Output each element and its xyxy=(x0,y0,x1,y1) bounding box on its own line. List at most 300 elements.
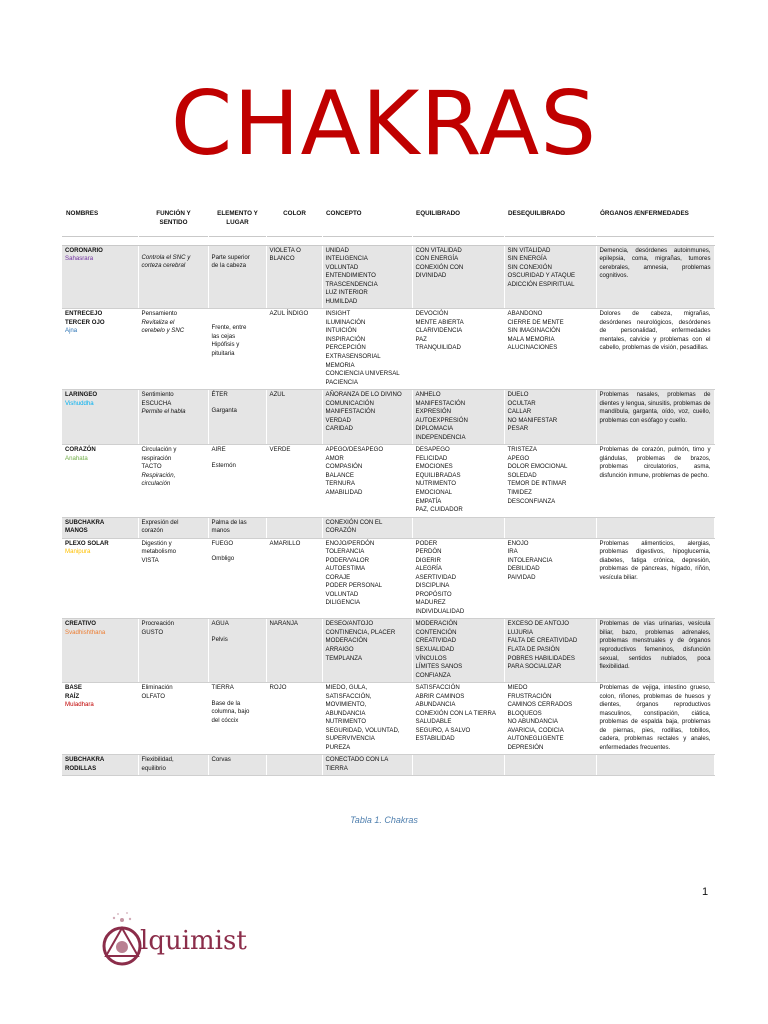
cell-line: DILIGENCIA xyxy=(325,599,361,607)
cell-line: INSPIRACIÓN xyxy=(325,335,366,343)
cell-line: AMABILIDAD xyxy=(325,488,363,496)
cell-line: INDEPENDENCIA xyxy=(415,433,466,441)
cell-line: columna, bajo xyxy=(211,708,250,716)
cell-nombre xyxy=(62,245,138,309)
cell-line: INSIGHT xyxy=(325,310,351,318)
table-row xyxy=(62,683,714,755)
cell-line: PODER xyxy=(415,539,438,547)
cell-line: TIERRA xyxy=(211,684,234,692)
cell-line: VISTA xyxy=(141,556,159,564)
cell-line: EXTRASENSORIAL xyxy=(325,353,381,360)
cell-line: FLATA DE PASIÓN xyxy=(507,646,560,653)
cell-desequilibrado xyxy=(504,517,596,538)
cell-equilibrado xyxy=(412,755,504,776)
cell-line: LÍMITES SANOS xyxy=(415,663,463,671)
cell-line: SIN ENERGÍA xyxy=(507,255,547,263)
cell-line: COMPASIÓN xyxy=(325,463,363,471)
cell-funcion xyxy=(138,309,208,390)
cell-line: Corvas xyxy=(211,756,231,764)
cell-line: Parte superior xyxy=(211,253,250,261)
cell-line: corazón xyxy=(141,527,164,535)
cell-line: IRA xyxy=(507,548,518,556)
cell-line: Sentimiento xyxy=(141,391,174,399)
cell-line: DISCIPLINA xyxy=(415,582,450,590)
cell-line: corteza cerebral xyxy=(141,262,186,270)
cell-line: MADUREZ xyxy=(415,599,446,607)
cell-line: VERDE xyxy=(269,446,291,454)
cell-line: las cejas xyxy=(211,332,236,340)
cell-concepto xyxy=(322,619,412,683)
cell-line: OLFATO xyxy=(141,692,165,700)
cell-desequilibrado xyxy=(504,445,596,517)
cell-line: circulación xyxy=(141,480,171,488)
cell-equilibrado xyxy=(412,245,504,309)
cell-line: EXCESO DE ANTOJO xyxy=(507,620,570,628)
cell-line: MANIFESTACIÓN xyxy=(325,408,376,416)
cell-line: SEXUALIDAD xyxy=(415,646,455,653)
cell-line: SIN IMAGINACIÓN xyxy=(507,327,561,335)
cell-nombre xyxy=(62,538,138,619)
chakra-name: TERCER OJO xyxy=(65,318,105,326)
cell-funcion xyxy=(138,390,208,445)
cell-line: SEGURO, A SALVO xyxy=(415,726,471,734)
cell-line: CIERRE DE MENTE xyxy=(507,318,564,326)
chakra-name: LARINGEO xyxy=(65,391,98,399)
table-body xyxy=(62,245,714,776)
cell-line: PESAR xyxy=(507,425,529,433)
cell-line: BALANCE xyxy=(325,471,354,479)
cell-line: EMOCIONES xyxy=(415,463,453,471)
cell-line: PODER PERSONAL xyxy=(325,582,383,590)
cell-line: PAZ xyxy=(415,335,427,343)
cell-text: Problemas de vías urinarias, vesícula biliar, bazo, problemas adrenales, problemas menstruales y de órganos reproductivos femeninos, disfunción sexual, sentidos nublados, poca flexibilidad. xyxy=(599,620,711,671)
chakra-sanskrit-name: Svadhishthana xyxy=(65,628,106,636)
cell-color xyxy=(266,517,322,538)
cell-line: TERNURA xyxy=(325,480,355,488)
cell-desequilibrado xyxy=(504,755,596,776)
cell-elemento xyxy=(208,755,266,776)
cell-line: DUELO xyxy=(507,391,529,399)
cell-line: PUREZA xyxy=(325,743,351,751)
cell-line: DIVINIDAD xyxy=(415,272,447,280)
cell-line: ENOJO/PERDÓN xyxy=(325,539,375,547)
cell-line: MEMORIA xyxy=(325,361,355,369)
cell-line: CON VITALIDAD xyxy=(415,246,462,254)
cell-line: MODERACIÓN xyxy=(325,637,368,645)
cell-line: CARIDAD xyxy=(325,425,353,433)
cell-text: Problemas alimenticios, alergias, problemas digestivos, hipoglucemia, diabetes, fatiga crónica, depresión, problemas de páncreas, hígado, riñón, vesícula biliar. xyxy=(599,539,711,581)
cell-line: respiración xyxy=(141,454,172,462)
cell-line: equilibrio xyxy=(141,764,166,772)
cell-concepto xyxy=(322,245,412,309)
cell-line: TRANQUILIDAD xyxy=(415,344,461,352)
cell-line: AÑORANZA DE LO DIVINO xyxy=(325,391,402,399)
cell-elemento xyxy=(208,683,266,755)
cell-line: VIOLETA O xyxy=(269,246,301,254)
cell-line: NO MANIFESTAR xyxy=(507,416,558,424)
table-row xyxy=(62,445,714,517)
cell-text: Problemas de vejiga, intestino grueso, colon, riñones, problemas de huesos y dientes, órganos reproductivos masculinos, constipación, ciática, problemas de espalda baja, problemas de piernas, pies, rodillas, tobillos, cadera, problemas rectales y anales, enfermedades frecuentes. xyxy=(599,684,711,751)
cell-line: Controla el SNC y xyxy=(141,253,191,261)
cell-line: SUPERVIVENCIA xyxy=(325,735,375,743)
cell-line: ASERTIVIDAD xyxy=(415,573,457,581)
chakra-sanskrit-name: Ajna xyxy=(65,327,78,335)
cell-line: TEMOR DE INTIMAR xyxy=(507,480,567,488)
cell-line: AUTONEGLIGENTE xyxy=(507,735,564,743)
cell-line: FALTA DE CREATIVIDAD xyxy=(507,637,578,645)
cell-line: APEGO xyxy=(507,454,530,462)
cell-line: COMUNICACIÓN xyxy=(325,399,374,407)
cell-nombre xyxy=(62,309,138,390)
cell-line: Digestión y xyxy=(141,539,172,547)
cell-nombre xyxy=(62,445,138,517)
cell-line: AUTOESTIMA xyxy=(325,565,366,573)
cell-concepto xyxy=(322,755,412,776)
cell-line: DEPRESIÓN xyxy=(507,743,544,751)
cell-line: SEGURIDAD, VOLUNTAD, xyxy=(325,726,400,734)
cell-line: ADICCIÓN ESPIRITUAL xyxy=(507,280,575,288)
cell-desequilibrado xyxy=(504,683,596,755)
cell-color xyxy=(266,538,322,619)
cell-line: TEMPLANZA xyxy=(325,654,363,662)
cell-line: PERCEPCIÓN xyxy=(325,344,366,352)
cell-line: PERDÓN xyxy=(415,548,442,556)
cell-line: ABUNDANCIA xyxy=(325,709,366,717)
cell-line: UNIDAD xyxy=(325,246,349,254)
cell-line: CREATIVIDAD xyxy=(415,637,457,645)
page-title: CHAKRAS xyxy=(170,72,598,175)
col-header-elemento: ELEMENTO Y LUGAR xyxy=(217,210,258,226)
cell-desequilibrado xyxy=(504,390,596,445)
cell-line: ÉTER xyxy=(211,391,228,399)
cell-organos xyxy=(596,517,714,538)
cell-line: VOLUNTAD xyxy=(325,263,359,271)
cell-line: ABUNDANCIA xyxy=(415,701,456,709)
cell-line: CONEXIÓN CON EL xyxy=(325,518,383,526)
cell-line: Circulación y xyxy=(141,446,177,454)
cell-line: NO ABUNDANCIA xyxy=(507,718,558,726)
cell-line: PAIVIDAD xyxy=(507,573,536,581)
cell-line: TIMIDEZ xyxy=(507,488,532,496)
col-header-nombres: NOMBRES xyxy=(66,210,99,217)
cell-desequilibrado xyxy=(504,619,596,683)
table-row xyxy=(62,517,714,538)
cell-line: TIERRA xyxy=(325,764,348,772)
cell-line: INDIVIDUALIDAD xyxy=(415,607,465,615)
cell-line: PAZ, CUIDADOR xyxy=(415,506,463,514)
cell-line: PARA SOCIALIZAR xyxy=(507,663,562,671)
cell-line: Expresión del xyxy=(141,518,179,526)
cell-line: CAMINOS CERRADOS xyxy=(507,701,573,709)
cell-line xyxy=(212,317,263,324)
cell-line: FELICIDAD xyxy=(415,454,448,462)
cell-color xyxy=(266,619,322,683)
chakra-sanskrit-name: Manipura xyxy=(65,548,91,556)
cell-text: Demencia, desórdenes autoinmunes, epilepsia, coma, migrañas, tumores cerebrales, amnesia, problemas cognitivos. xyxy=(599,246,711,280)
cell-line: ABRIR CAMINOS xyxy=(415,692,465,700)
cell-line: OCULTAR xyxy=(507,399,536,407)
cell-elemento xyxy=(208,538,266,619)
cell-line: FRUSTRACIÓN xyxy=(507,692,552,700)
cell-line: MALA MEMORIA xyxy=(507,335,555,343)
cell-line: CONEXIÓN CON LA TIERRA xyxy=(415,709,496,717)
cell-line: ESTABILIDAD xyxy=(415,735,455,743)
cell-line xyxy=(212,247,263,254)
cell-equilibrado xyxy=(412,517,504,538)
cell-line: Revitaliza el xyxy=(141,318,175,326)
table-header-row xyxy=(62,206,714,236)
cell-line: DIGERIR xyxy=(415,556,441,564)
cell-line: INTELIGENCIA xyxy=(325,255,368,263)
cell-equilibrado xyxy=(412,390,504,445)
cell-organos xyxy=(596,245,714,309)
cell-equilibrado xyxy=(412,683,504,755)
cell-line: EMPATÍA xyxy=(415,497,442,505)
cell-nombre xyxy=(62,683,138,755)
cell-line: DEBILIDAD xyxy=(507,565,540,573)
cell-organos xyxy=(596,755,714,776)
chakra-name: SUBCHAKRA xyxy=(65,518,105,526)
cell-line: TRASCENDENCIA xyxy=(325,280,378,288)
cell-line: EQUILIBRADAS xyxy=(415,471,461,479)
cell-desequilibrado xyxy=(504,538,596,619)
chakras-table-container xyxy=(62,206,714,776)
cell-line: Hipófisis y xyxy=(211,341,240,349)
cell-line xyxy=(212,400,263,407)
cell-funcion xyxy=(138,755,208,776)
cell-line: pituitaria xyxy=(211,349,235,357)
col-header-organos: ÓRGANOS /ENFERMEDADES xyxy=(600,210,689,217)
cell-text: Problemas nasales, problemas de dientes y lengua, sinusitis, problemas de mandíbula, garganta, oído, voz, cuello, problemas con esófago y cuello. xyxy=(599,391,711,424)
table-row xyxy=(62,309,714,390)
cell-line: Pensamiento xyxy=(141,310,178,318)
chakra-name: CREATIVO xyxy=(65,620,97,628)
cell-line: VERDAD xyxy=(325,416,351,424)
cell-organos xyxy=(596,538,714,619)
table-row xyxy=(62,390,714,445)
cell-line: TRISTEZA xyxy=(507,446,537,454)
chakra-name: SUBCHAKRA xyxy=(65,756,105,764)
col-header-funcion: FUNCIÓN Y SENTIDO xyxy=(156,210,191,226)
cell-line: ILUMINACIÓN xyxy=(325,318,366,326)
cell-organos xyxy=(596,309,714,390)
cell-line: SIN CONEXIÓN xyxy=(507,263,552,271)
cell-color xyxy=(266,683,322,755)
cell-line: DEVOCIÓN xyxy=(415,310,449,318)
col-header-desequilibrado: DESEQUILIBRADO xyxy=(508,210,566,217)
chakra-name: CORONARIO xyxy=(65,246,103,254)
cell-nombre xyxy=(62,390,138,445)
cell-line: metabolismo xyxy=(141,548,177,556)
table-row xyxy=(62,245,714,309)
cell-line: MANIFESTACIÓN xyxy=(415,399,466,407)
cell-line: CONTINENCIA, PLACER xyxy=(325,628,396,636)
cell-line: ALEGRÍA xyxy=(415,565,442,573)
cell-organos xyxy=(596,445,714,517)
cell-line: EXPRESIÓN xyxy=(415,408,452,416)
cell-concepto xyxy=(322,538,412,619)
logo xyxy=(92,910,252,980)
chakra-name: CORAZÓN xyxy=(65,446,96,454)
cell-line: PACIENCIA xyxy=(325,378,358,386)
cell-line: CONTENCIÓN xyxy=(415,628,457,636)
cell-line: CONEXIÓN CON xyxy=(415,263,464,271)
chakras-table xyxy=(62,206,715,776)
cell-line: OSCURIDAD Y ATAQUE xyxy=(507,272,576,280)
cell-line: Frente, entre xyxy=(211,324,247,332)
cell-line: MENTE ABIERTA xyxy=(415,318,464,326)
cell-line: ESCUCHA xyxy=(141,399,172,407)
table-row xyxy=(62,538,714,619)
page-number: 1 xyxy=(702,886,709,898)
cell-elemento xyxy=(208,309,266,390)
cell-text: Dolores de cabeza, migrañas, desórdenes neurológicos, desórdenes de personalidad, enfermedades mentales, calvicie y problemas con el cabello, problemas de visión, pesadillas. xyxy=(599,310,711,352)
cell-elemento xyxy=(208,517,266,538)
cell-funcion xyxy=(138,445,208,517)
cell-equilibrado xyxy=(412,309,504,390)
chakra-name: MANOS xyxy=(65,527,88,535)
cell-equilibrado xyxy=(412,538,504,619)
cell-line: Procreación xyxy=(141,620,175,628)
cell-line: INTOLERANCIA xyxy=(507,556,553,564)
cell-line: Respiración, xyxy=(141,471,176,479)
cell-desequilibrado xyxy=(504,245,596,309)
cell-line: Eliminación xyxy=(141,684,173,692)
cell-line: CLARIVIDENCIA xyxy=(415,327,463,335)
cell-line: Palma de las xyxy=(211,518,247,526)
cell-line: TACTO xyxy=(141,463,162,471)
cell-color xyxy=(266,390,322,445)
cell-elemento xyxy=(208,619,266,683)
cell-elemento xyxy=(208,445,266,517)
cell-nombre xyxy=(62,517,138,538)
cell-line: CONFIANZA xyxy=(415,671,451,679)
cell-line: EMOCIONAL xyxy=(415,488,453,496)
cell-funcion xyxy=(138,538,208,619)
chakra-name: PLEXO SOLAR xyxy=(65,539,109,547)
cell-line: Garganta xyxy=(211,406,237,414)
cell-line: MIEDO, GULA, xyxy=(325,684,368,692)
cell-color xyxy=(266,445,322,517)
cell-concepto xyxy=(322,309,412,390)
table-row xyxy=(62,755,714,776)
cell-line: APEGO/DESAPEGO xyxy=(325,446,384,454)
cell-line: DESEO/ANTOJO xyxy=(325,620,374,628)
cell-line: CONCIENCIA UNIVERSAL xyxy=(325,370,400,378)
chakra-sanskrit-name: Muladhara xyxy=(65,701,94,709)
cell-line: GUSTO xyxy=(141,628,164,636)
cell-line: SALUDABLE xyxy=(415,718,452,726)
cell-line: NUTRIMENTO xyxy=(415,480,457,488)
cell-line: cerebelo y SNC xyxy=(141,327,185,335)
cell-line: VÍNCULOS xyxy=(415,654,447,662)
cell-line xyxy=(212,629,263,636)
cell-line: Base de la xyxy=(211,699,241,707)
cell-equilibrado xyxy=(412,619,504,683)
cell-line: MIEDO xyxy=(507,684,528,692)
chakra-sanskrit-name: Vishuddha xyxy=(65,399,94,407)
cell-concepto xyxy=(322,517,412,538)
cell-line xyxy=(212,455,263,462)
cell-line: TOLERANCIA xyxy=(325,548,365,556)
cell-elemento xyxy=(208,390,266,445)
cell-line: DESAPEGO xyxy=(415,446,450,454)
cell-line: NUTRIMENTO xyxy=(325,718,367,726)
cell-line: DESCONFIANZA xyxy=(507,497,556,505)
cell-line: AIRE xyxy=(211,446,226,454)
cell-elemento xyxy=(208,245,266,309)
cell-organos xyxy=(596,619,714,683)
cell-color xyxy=(266,309,322,390)
cell-line: ENOJO xyxy=(507,539,529,547)
cell-line xyxy=(212,548,263,555)
cell-line: LUZ INTERIOR xyxy=(325,289,368,297)
cell-line: FUEGO xyxy=(211,539,234,547)
cell-funcion xyxy=(138,245,208,309)
cell-line: ANHELO xyxy=(415,391,441,399)
cell-line xyxy=(142,247,205,254)
cell-organos xyxy=(596,683,714,755)
chakra-name: BASE xyxy=(65,684,82,692)
cell-line: ALUCINACIONES xyxy=(507,344,558,352)
cell-line: AMARILLO xyxy=(269,539,301,547)
cell-line: ARRAIGO xyxy=(325,646,354,653)
cell-line: LUJURIA xyxy=(507,628,533,636)
cell-line: SATISFACCIÓN xyxy=(415,684,460,692)
col-header-concepto: CONCEPTO xyxy=(326,210,362,217)
cell-funcion xyxy=(138,619,208,683)
cell-line: Ombligo xyxy=(211,555,235,563)
header-divider xyxy=(62,236,714,245)
cell-line: MOVIMIENTO, xyxy=(325,701,367,709)
cell-equilibrado xyxy=(412,445,504,517)
cell-line: CON ENERGÍA xyxy=(415,255,459,263)
cell-nombre xyxy=(62,755,138,776)
cell-line: VOLUNTAD xyxy=(325,590,359,598)
table-caption: Tabla 1. Chakras xyxy=(350,815,418,825)
col-header-color: COLOR xyxy=(283,210,306,217)
cell-line: CORAZÓN xyxy=(325,527,356,535)
cell-concepto xyxy=(322,445,412,517)
cell-line: AZUL ÍNDIGO xyxy=(269,310,309,318)
cell-text: Problemas de corazón, pulmón, timo y glándulas, problemas de brazos, problemas circulatorios, asma, disfunción inmune, problemas de pecho. xyxy=(599,446,711,479)
cell-line: AVARICIA, CODICIA xyxy=(507,726,564,734)
cell-line: BLANCO xyxy=(269,255,295,263)
cell-line: CONECTADO CON LA xyxy=(325,756,389,764)
cell-line: POBRES HABILIDADES xyxy=(507,654,575,662)
cell-line: BLOQUEOS xyxy=(507,709,542,717)
cell-line: Esternón xyxy=(211,461,236,469)
cell-line: Pelvis xyxy=(211,635,228,643)
cell-line: CALLAR xyxy=(507,408,532,416)
cell-line: AUTOEXPRESIÓN xyxy=(415,416,468,424)
cell-funcion xyxy=(138,517,208,538)
cell-line: SIN VITALIDAD xyxy=(507,246,551,254)
chakra-name: RODILLAS xyxy=(65,764,97,772)
cell-line xyxy=(212,310,263,317)
cell-line: ABANDONO xyxy=(507,310,543,318)
cell-nombre xyxy=(62,619,138,683)
cell-concepto xyxy=(322,683,412,755)
cell-line: AGUA xyxy=(211,620,229,628)
cell-line: PROPÓSITO xyxy=(415,590,452,598)
logo-text: lquimist xyxy=(140,926,247,956)
cell-line: CORAJE xyxy=(325,573,351,581)
cell-line: INTUICIÓN xyxy=(325,327,357,335)
cell-organos xyxy=(596,390,714,445)
cell-color xyxy=(266,245,322,309)
table-row xyxy=(62,619,714,683)
